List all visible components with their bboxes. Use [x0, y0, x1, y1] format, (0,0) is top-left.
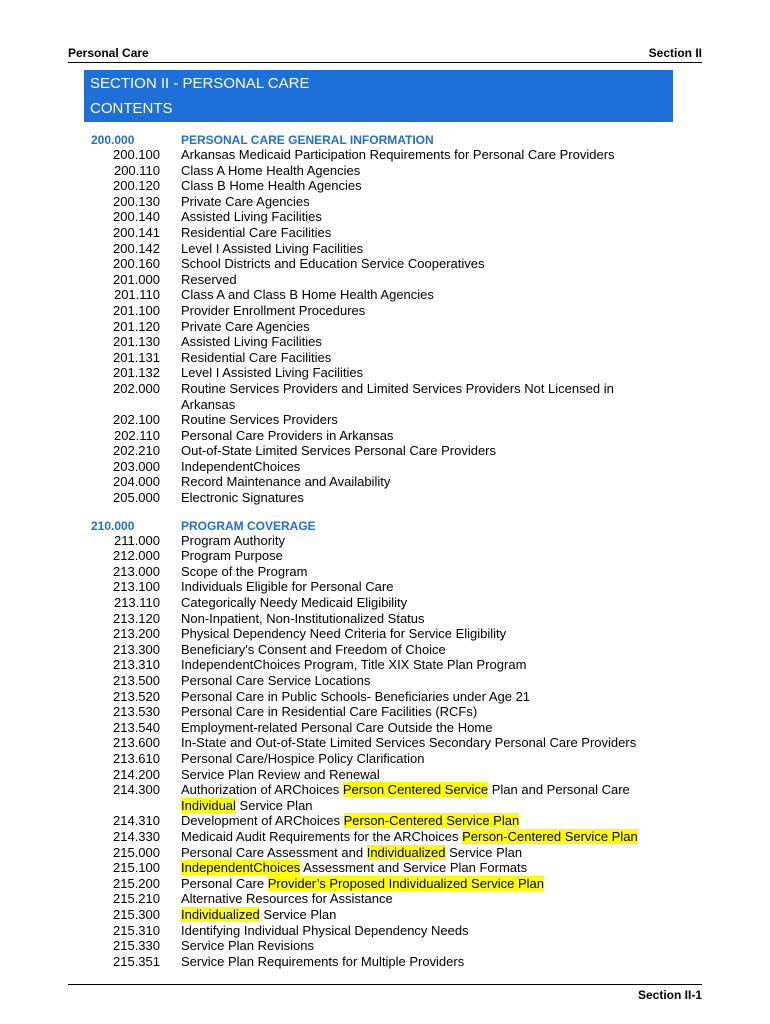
entry-title [181, 319, 651, 335]
header-title: Personal Care [68, 46, 149, 60]
entry-text: Service Plan [235, 797, 313, 813]
entry-title [181, 938, 651, 954]
entry-text: Class A and Class B Home Health Agencies [181, 287, 434, 303]
entry-text: Personal Care Assessment and [181, 844, 367, 860]
entry-number: 201.131 [113, 349, 160, 365]
toc-entry[interactable] [0, 829, 770, 845]
entry-text: Non-Inpatient, Non-Institutionalized Status [181, 610, 425, 626]
entry-title [181, 287, 651, 303]
entry-text: School Districts and Education Service Cooperatives [181, 256, 485, 272]
entry-text: Reserved [181, 271, 237, 287]
entry-number: 201.100 [113, 302, 160, 318]
entry-title [181, 350, 651, 366]
entry-number: 213.300 [113, 641, 160, 657]
entry-number: 200.110 [113, 162, 160, 178]
toc-entry[interactable] [0, 611, 770, 627]
entry-title [181, 876, 651, 892]
entry-text: Out-of-State Limited Services Personal Care Providers [181, 443, 497, 459]
entry-title [181, 564, 651, 580]
toc-entry[interactable] [0, 673, 770, 689]
highlighted-text: Individualized [366, 844, 446, 860]
entry-text: Arkansas Medicaid Participation Requirements for Personal Care Providers [181, 147, 615, 162]
section-gap [0, 506, 770, 516]
toc-entry[interactable] [0, 365, 770, 381]
toc-entry[interactable] [0, 194, 770, 210]
entry-number: 214.300 [113, 782, 160, 798]
toc-entry[interactable] [0, 938, 770, 954]
entry-text: Routine Services Providers and Limited Services Providers Not Licensed in Arkansas [181, 380, 614, 412]
entry-number: 201.000 [113, 271, 160, 287]
entry-title [181, 272, 651, 288]
section-title: PROGRAM COVERAGE [181, 518, 316, 533]
entry-title [181, 954, 651, 970]
entry-text: Service Plan [259, 906, 337, 922]
highlighted-text: IndependentChoices [181, 860, 301, 876]
entry-title [181, 443, 651, 459]
toc-entry[interactable] [0, 579, 770, 595]
entry-title [181, 845, 651, 861]
toc-entry[interactable] [0, 241, 770, 257]
toc-entry[interactable] [0, 657, 770, 673]
entry-number: 215.351 [113, 953, 160, 969]
page-header [68, 46, 702, 63]
entry-text: Program Purpose [181, 548, 283, 564]
entry-title [181, 548, 651, 564]
entry-text: Electronic Signatures [181, 490, 304, 506]
entry-title [181, 735, 651, 751]
toc-entry[interactable] [0, 891, 770, 907]
entry-number: 201.120 [113, 318, 160, 334]
entry-text: Residential Care Facilities [181, 224, 332, 240]
toc-section-heading[interactable] [0, 517, 770, 533]
entry-title [181, 642, 651, 658]
entry-title [181, 673, 651, 689]
entry-number: 200.100 [113, 147, 160, 162]
entry-title [181, 209, 651, 225]
entry-text: Level I Assisted Living Facilities [181, 365, 364, 381]
entry-title [181, 907, 651, 923]
toc-entry[interactable] [0, 334, 770, 350]
entry-text: Service Plan Review and Renewal [181, 766, 380, 782]
entry-title [181, 767, 651, 783]
entry-text: Personal Care in Residential Care Facilities (RCFs) [181, 704, 478, 720]
toc-entry[interactable] [0, 459, 770, 475]
entry-text: Provider Enrollment Procedures [181, 302, 366, 318]
entry-number: 212.000 [113, 548, 160, 564]
entry-number: 201.132 [113, 365, 160, 381]
entry-title [181, 412, 651, 428]
toc-entry[interactable] [0, 319, 770, 335]
toc-entry[interactable] [0, 381, 770, 412]
toc-entry[interactable] [0, 147, 770, 163]
entry-title [181, 860, 651, 876]
section-banner [84, 70, 673, 122]
entry-title [181, 720, 651, 736]
entry-text: In-State and Out-of-State Limited Services Secondary Personal Care Providers [181, 735, 637, 751]
entry-number: 214.200 [113, 766, 160, 782]
highlighted-text: Person-Centered Service Plan [343, 813, 520, 829]
entry-number: 213.120 [113, 610, 160, 626]
highlighted-text: Provider’s Proposed Individualized Service Plan [267, 875, 545, 891]
entry-text: Service Plan Revisions [181, 938, 314, 954]
entry-title [181, 891, 651, 907]
entry-number: 213.600 [113, 735, 160, 751]
entry-text: Class A Home Health Agencies [181, 162, 361, 178]
entry-title [181, 474, 651, 490]
toc-entry[interactable] [0, 907, 770, 923]
entry-text: Residential Care Facilities [181, 349, 332, 365]
entry-title [181, 147, 651, 163]
entry-text: Personal Care [181, 875, 268, 891]
entry-text: Program Authority [181, 532, 286, 548]
entry-title [181, 923, 651, 939]
highlighted-text: Person Centered Service [342, 782, 489, 798]
entry-number: 213.500 [113, 673, 160, 688]
entry-title [181, 194, 651, 210]
toc-entry[interactable] [0, 876, 770, 892]
entry-title [181, 334, 651, 350]
toc-entry[interactable] [0, 735, 770, 751]
toc-entry[interactable] [0, 443, 770, 459]
toc-entry[interactable] [0, 533, 770, 549]
entry-number: 200.142 [113, 240, 160, 256]
entry-text: Alternative Resources for Assistance [181, 891, 393, 907]
highlighted-text: Individual [181, 797, 236, 813]
entry-number: 213.530 [113, 704, 160, 720]
entry-title [181, 365, 651, 381]
entry-number: 200.141 [113, 224, 160, 240]
entry-text: Personal Care Service Locations [181, 673, 371, 688]
entry-text: Categorically Needy Medicaid Eligibility [181, 595, 408, 611]
toc-entry[interactable] [0, 490, 770, 506]
entry-title [181, 241, 651, 257]
entry-number: 215.100 [113, 860, 160, 876]
toc-entry[interactable] [0, 626, 770, 642]
entry-title [181, 579, 651, 595]
highlighted-text: Individualized [181, 906, 260, 922]
toc-entry[interactable] [0, 767, 770, 783]
entry-number: 213.110 [113, 595, 160, 611]
entry-title [181, 626, 651, 642]
toc-entry[interactable] [0, 642, 770, 658]
entry-text: Identifying Individual Physical Dependency Needs [181, 922, 469, 938]
toc-entry[interactable] [0, 178, 770, 194]
entry-number: 215.210 [113, 891, 160, 907]
highlighted-text: Person-Centered Service Plan [462, 828, 638, 844]
toc-entry[interactable] [0, 751, 770, 767]
entry-title [181, 256, 651, 272]
entry-number: 214.310 [113, 813, 160, 829]
banner-subtitle: CONTENTS [90, 100, 173, 117]
entry-text: Beneficiary's Consent and Freedom of Choice [181, 641, 446, 657]
toc-entry[interactable] [0, 923, 770, 939]
entry-title [181, 178, 651, 194]
entry-text: Development of ARChoices [181, 813, 344, 829]
toc-entry[interactable] [0, 860, 770, 876]
entry-title [181, 657, 651, 673]
entry-text: Service Plan Requirements for Multiple Providers [181, 953, 465, 969]
entry-number: 213.520 [113, 688, 160, 704]
entry-text: Assessment and Service Plan Formats [300, 860, 528, 876]
entry-number: 200.140 [113, 209, 160, 225]
entry-text: Private Care Agencies [181, 318, 310, 334]
entry-title [181, 689, 651, 705]
entry-title [181, 704, 651, 720]
entry-text: Class B Home Health Agencies [181, 178, 362, 194]
entry-number: 203.000 [113, 458, 160, 474]
entry-number: 202.100 [113, 412, 160, 428]
entry-text: Assisted Living Facilities [181, 209, 322, 225]
entry-title [181, 813, 651, 829]
banner-title: SECTION II - PERSONAL CARE [90, 75, 310, 92]
entry-title [181, 163, 651, 179]
entry-number: 202.000 [113, 380, 160, 396]
entry-text: IndependentChoices [181, 458, 301, 474]
entry-title [181, 459, 651, 475]
toc-entry[interactable] [0, 303, 770, 319]
entry-number: 213.540 [113, 719, 160, 735]
entry-text: Authorization of ARChoices [181, 782, 343, 798]
toc-entry[interactable] [0, 845, 770, 861]
entry-number: 215.300 [113, 906, 160, 922]
footer-divider [68, 984, 702, 985]
toc-entry[interactable] [0, 412, 770, 428]
entry-title [181, 751, 651, 767]
entry-title [181, 490, 651, 506]
entry-text: Routine Services Providers [181, 412, 338, 428]
section-number: 200.000 [91, 133, 135, 147]
entry-title [181, 381, 651, 412]
entry-title [181, 225, 651, 241]
entry-number: 213.000 [113, 563, 160, 579]
toc-entry[interactable] [0, 813, 770, 829]
entry-text: Personal Care Providers in Arkansas [181, 427, 394, 443]
entry-number: 213.610 [113, 750, 160, 766]
toc-entry[interactable] [0, 595, 770, 611]
entry-number: 201.110 [113, 287, 160, 303]
entry-text: Record Maintenance and Availability [181, 474, 391, 490]
toc-entry[interactable] [0, 256, 770, 272]
toc-section-heading[interactable] [0, 131, 770, 147]
entry-number: 215.330 [113, 938, 160, 954]
entry-text: Personal Care/Hospice Policy Clarification [181, 750, 425, 766]
entry-title [181, 428, 651, 444]
toc-entry[interactable] [0, 350, 770, 366]
entry-number: 213.200 [113, 626, 160, 642]
entry-text: Plan and Personal Care [488, 782, 630, 798]
entry-title [181, 611, 651, 627]
entry-text: Assisted Living Facilities [181, 334, 322, 350]
entry-number: 215.000 [113, 844, 160, 860]
entry-number: 215.200 [113, 875, 160, 891]
entry-text: Private Care Agencies [181, 193, 310, 209]
entry-text: Medicaid Audit Requirements for the ARChoices [181, 828, 463, 844]
entry-title [181, 782, 651, 813]
entry-number: 213.100 [113, 579, 160, 595]
entry-text: IndependentChoices Program, Title XIX State Plan Program [181, 657, 527, 673]
section-title: PERSONAL CARE GENERAL INFORMATION [181, 133, 434, 147]
entry-number: 205.000 [113, 490, 160, 506]
entry-number: 204.000 [113, 474, 160, 490]
entry-number: 214.330 [113, 828, 160, 844]
entry-text: Scope of the Program [181, 563, 308, 579]
footer-page-number: Section II-1 [637, 988, 702, 1002]
toc-entry[interactable] [0, 704, 770, 720]
toc-entry[interactable] [0, 782, 770, 813]
entry-title [181, 595, 651, 611]
entry-text: Physical Dependency Need Criteria for Service Eligibility [181, 626, 507, 642]
entry-title [181, 533, 651, 549]
toc-entry[interactable] [0, 720, 770, 736]
toc-entry[interactable] [0, 209, 770, 225]
toc-entry[interactable] [0, 954, 770, 970]
toc-entry[interactable] [0, 564, 770, 580]
entry-number: 215.310 [113, 922, 160, 938]
entry-number: 200.130 [113, 193, 160, 209]
toc-entry[interactable] [0, 474, 770, 490]
entry-text: Service Plan [445, 844, 523, 860]
toc-entry[interactable] [0, 163, 770, 179]
entry-text: Individuals Eligible for Personal Care [181, 579, 394, 595]
entry-number: 200.120 [113, 178, 160, 194]
toc-entry[interactable] [0, 548, 770, 564]
entry-text: Personal Care in Public Schools- Beneficiaries under Age 21 [181, 688, 531, 704]
entry-number: 200.160 [113, 256, 160, 272]
toc-entry[interactable] [0, 225, 770, 241]
table-of-contents [0, 130, 770, 969]
entry-number: 213.310 [113, 657, 160, 673]
entry-number: 201.130 [113, 334, 160, 350]
entry-title [181, 829, 651, 845]
entry-title [181, 303, 651, 319]
toc-entry[interactable] [0, 428, 770, 444]
header-section: Section II [648, 46, 702, 60]
entry-number: 211.000 [113, 532, 160, 548]
toc-entry[interactable] [0, 272, 770, 288]
toc-entry[interactable] [0, 287, 770, 303]
entry-text: Level I Assisted Living Facilities [181, 240, 364, 256]
entry-text: Employment-related Personal Care Outside the Home [181, 719, 493, 735]
section-number: 210.000 [91, 518, 135, 533]
toc-entry[interactable] [0, 689, 770, 705]
entry-number: 202.110 [113, 427, 160, 443]
entry-number: 202.210 [113, 443, 160, 459]
